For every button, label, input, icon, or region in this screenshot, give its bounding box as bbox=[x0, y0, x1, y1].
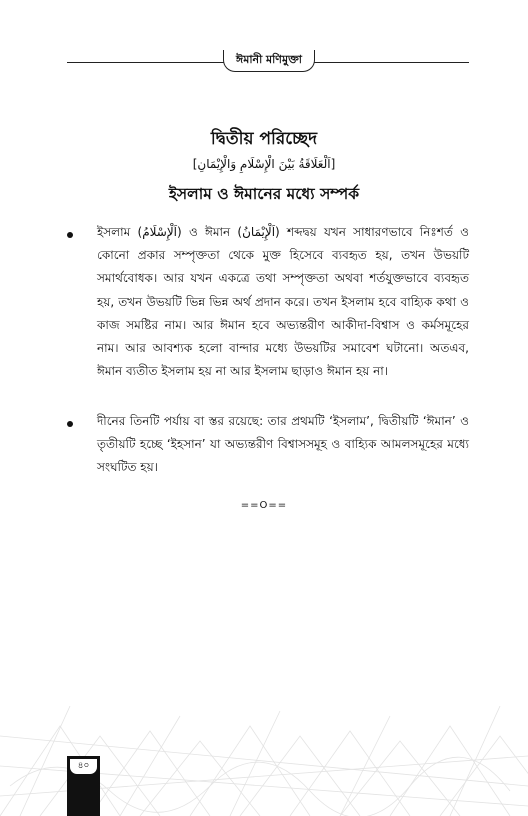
bullet-icon bbox=[67, 421, 73, 427]
paragraph-2: দীনের তিনটি পর্যায় বা স্তর রয়েছে: তার প্রথমটি ‘ইসলাম’, দ্বিতীয়টি ‘ঈমান’ ও তৃতীয়টি হচ্ছে ‘ইহসান’ যা অভ্যন্তরীণ বিশ্বাসসমূহ ও বাহ্যিক আমলসমূহের মধ্যে সংঘটিত হয়। bbox=[97, 414, 469, 475]
chapter-title: দ্বিতীয় পরিচ্ছেদ bbox=[210, 129, 318, 149]
running-header: ঈমানী মণিমুক্তা bbox=[223, 50, 315, 72]
section-separator: ==O== bbox=[240, 500, 288, 511]
paragraph-1: ইসলাম (اَلْإِسْلَامُ) ও ঈমান (اَلْإِيْمَانُ) শব্দদ্বয় যখন সাধারণভাবে নিঃশর্ত ও কোনো প্রকার সম্পৃক্ততা থেকে মুক্ত হিসেবে ব্যবহৃত হয়, তখন উভয়টি সমার্থবোধক। আর যখন একত্রে তথা সম্পৃক্ততা অথবা শর্তযুক্তভাবে ব্যবহৃত হয়, তখন উভয়টি ভিন্ন ভিন্ন অর্থ প্রদান করে। তখন ইসলাম হবে বাহ্যিক কথা ও কাজ সমষ্টির নাম। আর ঈমান হবে অভ্যন্তরীণ আকীদা-বিশ্বাস ও কর্মসমূহের নাম। আর আবশ্যক হলো বান্দার মধ্যে উভয়টির সমাবেশ ঘটানো। অতএব, ঈমান ব্যতীত ইসলাম হয় না আর ইসলাম ছাড়াও ঈমান হয় না। bbox=[97, 225, 469, 379]
section-subtitle: ইসলাম ও ঈমানের মধ্যে সম্পর্ক bbox=[168, 185, 360, 203]
bullet-icon bbox=[67, 232, 73, 238]
arabic-title: [اَلْعَلَاقَةُ بَيْنَ الْإِسْلَامِ وَالْإِيْمَانِ] bbox=[192, 157, 336, 171]
page-number: ৪০ bbox=[70, 759, 97, 774]
